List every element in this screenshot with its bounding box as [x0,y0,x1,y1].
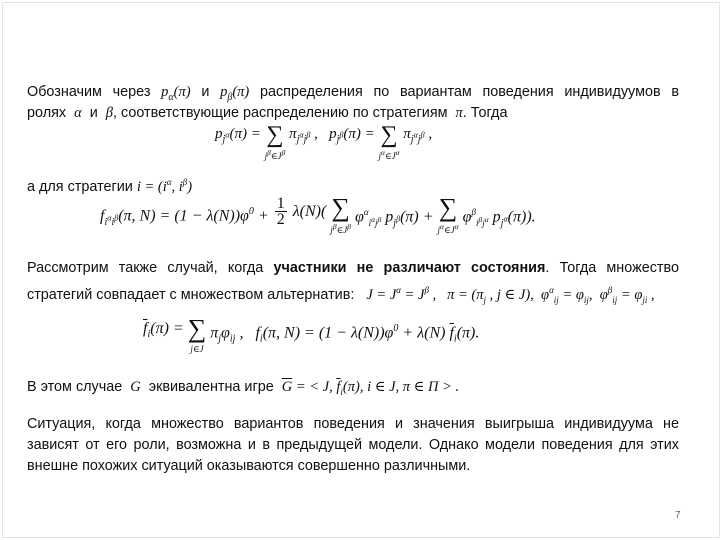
math-pi: π [455,105,463,121]
math-game: $\overline{G}$ = < J, $\overline{f}_i(\pi)$, i ∈ J, π ∈ Π > . [281,379,460,397]
paragraph-4 [27,378,679,401]
text-span: В этом случае [27,379,123,395]
formula-2: $f_{i^\alpha i^\beta}(\pi$, $N) = (1 - \lambda(N))\varphi^0 + 1$ 2 λ(N)( ∑ $j^\beta\in J^\beta$ $\varphi^\alpha_{i^\alpha j^\beta}$ $p_{j^\beta}(\pi)$ + ∑ $j^\alpha\in J^\alpha$ $\varphi^\beta_{i^\beta j^\alpha}$ $p_{j^\alpha}(\pi)$). [100,193,536,235]
math-sets: $J = J^\alpha = J^\beta$ , $\pi = (\pi_j$ , j ∈ J), $\varphi^\alpha_{ij} = \varphi_{ij}$, $\varphi^\beta_{ij} = \varphi_{ji}$ , [366,285,655,305]
text-span: . Тогда множество [545,260,679,276]
text-span: и [89,105,98,121]
math-beta: β [105,105,113,121]
text-span: и [201,84,210,100]
paragraph-5-line-1: Ситуация, когда множество вариантов поведения и значения выигрыша индивидуума не [27,416,679,432]
paragraph-1-line-2 [27,104,679,122]
formula-3: $\overline{f}_i(\pi)$ = ∑ j∈J $\pi_j\varphi_{ij}$ , $f_i(\pi$, $N) = (1 - \lambda(N))\varphi^0 + \lambda(N)$ $\overline{f}_i(\pi)$. [143,314,480,354]
text-span: распределения по вариантам поведения индивидуумов в [259,84,679,100]
formula-1: $p_{j^\alpha}(\pi)$ = ∑ $j^\beta\in J^\beta$ $\pi_{j^\alpha j^\beta}$ , $p_{j^\beta}(\pi)$ = ∑ $j^\alpha\in J^\alpha$ $\pi_{j^\alpha j^\beta}$ , [215,122,433,161]
paragraph-3-line-1 [27,259,679,277]
text-span: Рассмотрим также случай, когда [27,260,264,276]
text-span: эквивалентна игре [148,379,274,395]
text-span: Обозначим через [27,84,151,100]
paragraph-2 [27,173,327,196]
text-span: стратегий совпадает с множеством альтернатив: [27,286,355,303]
text-span: а для стратегии [27,178,133,195]
math-alpha: α [74,105,82,121]
math-strategy: $i = (i^\alpha$, $i^\beta$) [136,177,193,195]
math-p-alpha: $p_\alpha(\pi)$ [161,84,191,103]
paragraph-3-line-2 [27,281,679,309]
paragraph-5-line-2: зависят от его роли, возможна и в предыдущей модели. Однако модели поведения для этих [27,437,679,453]
bold-phrase: участники не различают состояния [273,260,546,276]
text-span: , соответствующие распределению по стратегиям [112,105,448,121]
page-number: 7 [675,510,681,521]
text-span: . Тогда [462,105,508,121]
paragraph-5-line-3: внешне похожих ситуаций оказываются совершенно различными. [27,458,471,474]
text-span: ролях [27,105,67,121]
math-G: G [130,379,141,395]
math-p-beta: $p_\beta(\pi)$ [220,84,250,103]
